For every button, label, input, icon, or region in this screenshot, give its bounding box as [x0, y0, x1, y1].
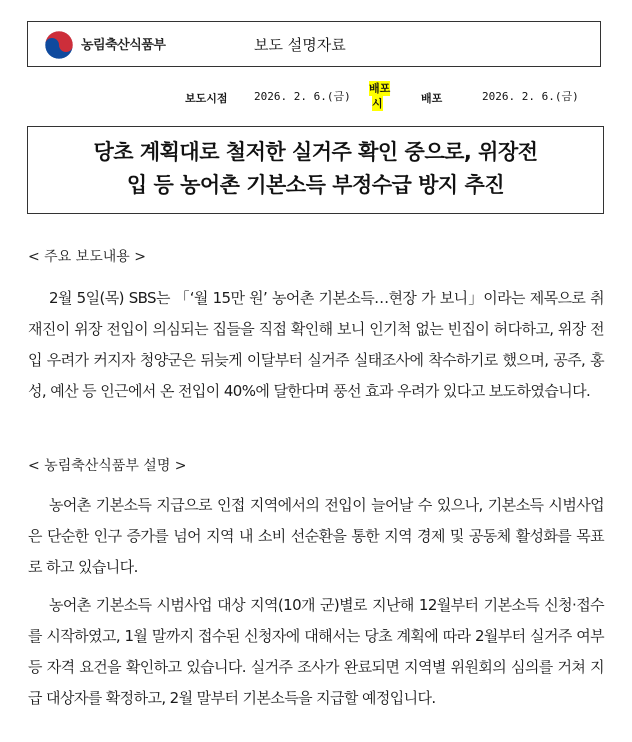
- embargo-note-1: 배포: [369, 82, 391, 95]
- headline-line-2: 입 등 농어촌 기본소득 부정수급 방지 추진: [126, 173, 505, 197]
- government-logo-icon: [44, 30, 74, 60]
- ministry-heading: < 농림축산식품부 설명 >: [28, 458, 187, 474]
- headline-line-1: 당초 계획대로 철저한 실거주 확인 중으로, 위장전: [93, 140, 538, 164]
- release-info: [0, 82, 632, 120]
- doc-type: 보도 설명자료: [254, 36, 346, 54]
- embargo-note-2: 시: [372, 97, 383, 110]
- ministry-paragraph-2: 농어촌 기본소득 시범사업 대상 지역(10개 군)별로 지난해 12월부터 기본소득 신청·접수를 시작하였고, 1월 말까지 접수된 신청자에 대해서는 당초 계획에 따라 2월부터 실거주 여부 등 자격 요건을 확인하고 있습니다. 실거주 조사가 완료되면 지역별 위원회의 심의를 거쳐 지급 대상자를 확정하고, 2월 말부터 기본소득을 지급할 예정입니다.: [28, 596, 604, 707]
- header-box: [27, 21, 601, 67]
- embargo-date: 2026. 2. 6.(금): [254, 90, 351, 103]
- dist-label: 배포: [421, 92, 443, 105]
- summary-paragraph: 2월 5일(목) SBS는 「‘월 15만 원’ 농어촌 기본소득…현장 가 보니」이라는 제목으로 취재진이 위장 전입이 의심되는 집들을 직접 확인해 보니 인기척 없는 빈집이 허다하고, 위장 전입 우려가 커지자 청양군은 뒤늦게 이달부터 실거주 실태조사에 착수하기로 했으며, 공주, 홍성, 예산 등 인근에서 온 전입이 40%에 달한다며 풍선 효과 우려가 있다고 보도하였습니다.: [28, 289, 604, 400]
- embargo-label: 보도시점: [185, 92, 228, 105]
- org-name: 농림축산식품부: [81, 38, 166, 53]
- ministry-paragraph-1: 농어촌 기본소득 지급으로 인접 지역에서의 전입이 늘어날 수 있으나, 기본소득 시범사업은 단순한 인구 증가를 넘어 지역 내 소비 선순환을 통한 지역 경제 및 공동체 활성화를 목표로 하고 있습니다.: [28, 496, 604, 576]
- dist-date: 2026. 2. 6.(금): [482, 90, 579, 103]
- headline-box: [27, 126, 604, 214]
- summary-heading: < 주요 보도내용 >: [28, 249, 146, 265]
